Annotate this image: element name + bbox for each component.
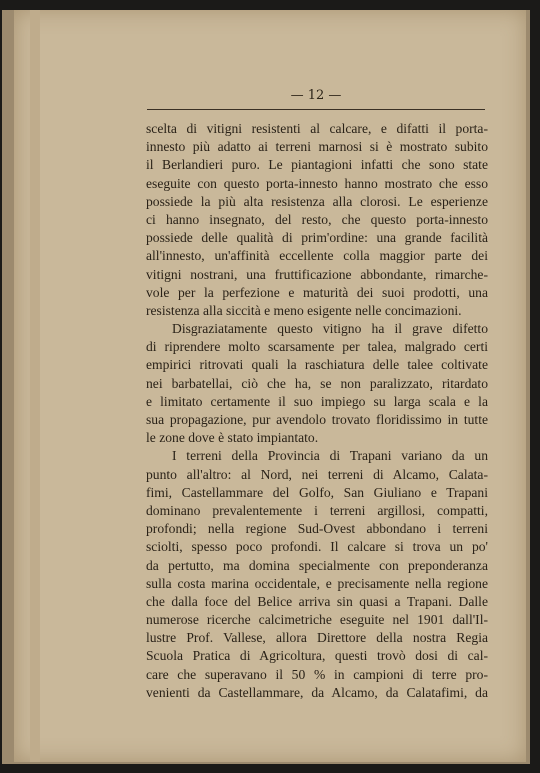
page-number: — 12 — [290,88,342,103]
text-line: ci hanno insegnato, del resto, che questo porta-innesto [146,211,488,227]
text-line: sulla costa marina occidentale, e precisamente nella regione [146,575,488,591]
text-line: e limitato certamente il suo impiego su larga scala e la [146,393,488,409]
text-line: possiede la più alta resistenza alla clorosi. Le esperienze [146,193,488,209]
text-line: da pertutto, ma domina specialmente con preponderanza [146,557,488,573]
text-line: innesto più adatto ai terreni marnosi si è mostrato subito [146,139,488,155]
text-line: profondi; nella regione Sud-Ovest abbondano i terreni [146,521,488,537]
text-line: possiede delle qualità di prim'ordine: una grande facilità [146,230,488,246]
header-rule [147,109,485,110]
text-line: lustre Prof. Vallese, allora Direttore della nostra Regia [146,630,488,646]
text-line: di riprendere molto scarsamente per talea, malgrado certi [146,339,488,355]
text-line: resistenza alla siccità e meno esigente nelle concimazioni. [146,302,462,318]
page-spine [30,10,40,762]
text-line: punto all'altro: al Nord, nei terreni di Alcamo, Calata- [146,466,488,482]
text-line: numerose ricerche calcimetriche eseguite nel 1901 dall'Il- [146,612,488,628]
text-line: sua propagazione, pur avendolo trovato floridissimo in tutte [146,412,488,427]
text-line: sciolti, spesso poco profondi. Il calcare si trova un po' [146,539,488,555]
text-line: vitigni nostrani, una fruttificazione abbondante, rimarche- [146,266,488,282]
text-line: vole per la perfezione e maturità dei suoi prodotti, una [146,284,488,300]
text-line: empirici ritrovati quali la raschiatura delle talee coltivate [146,357,488,373]
text-line: scelta di vitigni resistenti al calcare, e difatti il porta- [146,121,488,136]
text-line: venienti da Castellammare, da Alcamo, da Calatafimi, da [146,684,488,700]
text-line: I terreni della Provincia di Trapani variano da un [172,448,488,464]
text-line: il Berlandieri puro. Le piantagioni infatti che sono state [146,157,488,173]
text-line: eseguite con questo porta-innesto hanno mostrato che esso [146,175,488,191]
text-line: nei barbatellai, ciò che ha, se non paralizzato, ritardato [146,375,488,391]
text-line: fimi, Castellammare del Golfo, San Giuliano e Trapani [146,484,488,500]
text-line: dominano prevalentemente i terreni argillosi, compatti, [146,502,488,518]
text-line: le zone dove è stato impiantato. [146,430,319,446]
text-line: che dalla foce del Belice arriva sin quasi a Trapani. Dalle [146,593,488,609]
text-line: care che superavano il 50 % in campioni di terre pro- [146,666,488,682]
text-line: all'innesto, un'affinità eccellente colla maggior parte dei [146,248,488,264]
text-line: Disgraziatamente questo vitigno ha il grave difetto [172,321,488,337]
text-line: Scuola Pratica di Agricoltura, questi trovò dosi di cal- [146,648,488,664]
body-text [146,120,488,702]
